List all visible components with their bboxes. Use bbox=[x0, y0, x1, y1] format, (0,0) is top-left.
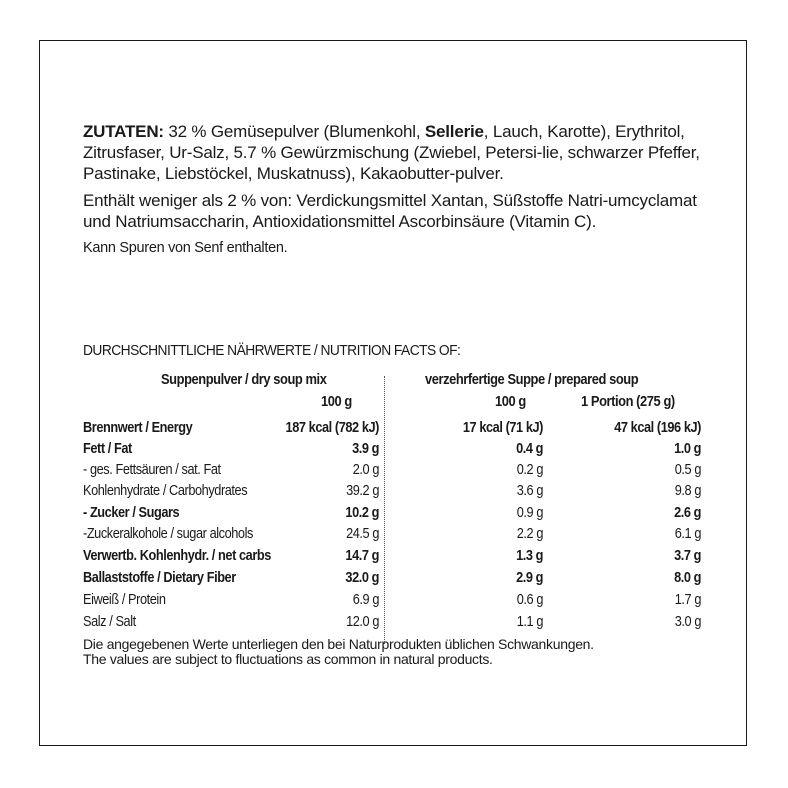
value-prepared-portion: 0.5 g bbox=[674, 461, 701, 478]
row-label: Fett / Fat bbox=[83, 440, 132, 457]
ingredients-text-1: 32 % Gemüsepulver (Blumenkohl, bbox=[163, 122, 425, 141]
value-dry: 14.7 g bbox=[345, 547, 379, 564]
table-row-salt bbox=[83, 611, 703, 632]
value-prepared-portion: 3.7 g bbox=[674, 547, 701, 564]
value-dry: 6.9 g bbox=[352, 591, 379, 608]
col1-header: Suppenpulver / dry soup mix bbox=[161, 371, 327, 388]
value-prepared-portion: 6.1 g bbox=[674, 525, 701, 542]
ingredients-text-2: , Lauch, Karotte), Erythritol, Zitrusfaser, Ur-Salz, 5.7 % Gewürzmischung (Zwiebel, Petersi-lie, schwarzer Pfeffer, Pastinake, Liebstöckel, Muskatnuss), Kakaobutter-pulver. bbox=[83, 122, 700, 183]
value-dry: 3.9 g bbox=[352, 440, 379, 457]
value-dry: 32.0 g bbox=[345, 569, 379, 586]
value-prepared-portion: 8.0 g bbox=[674, 569, 701, 586]
footnote-en: The values are subject to fluctuations as common in natural products. bbox=[83, 651, 493, 667]
value-dry: 39.2 g bbox=[346, 482, 379, 499]
row-label: Salz / Salt bbox=[83, 613, 136, 630]
nutrition-title: DURCHSCHNITTLICHE NÄHRWERTE / NUTRITION FACTS OF: bbox=[83, 342, 461, 359]
table-row-sugars bbox=[83, 502, 703, 523]
col2-subheader: 100 g bbox=[495, 393, 526, 410]
table-row-energy bbox=[83, 417, 703, 438]
table-row-sugar-alcohols bbox=[83, 523, 703, 544]
value-prepared-100g: 2.9 g bbox=[516, 569, 543, 586]
value-dry: 12.0 g bbox=[346, 613, 379, 630]
value-dry: 10.2 g bbox=[345, 504, 379, 521]
value-prepared-100g: 0.6 g bbox=[516, 591, 543, 608]
table-row-net-carbs bbox=[83, 545, 703, 566]
value-prepared-100g: 3.6 g bbox=[516, 482, 543, 499]
value-dry: 24.5 g bbox=[346, 525, 379, 542]
value-prepared-portion: 2.6 g bbox=[674, 504, 701, 521]
row-label: -Zuckeralkohole / sugar alcohols bbox=[83, 525, 253, 542]
value-prepared-100g: 1.1 g bbox=[516, 613, 543, 630]
footnote-de: Die angegebenen Werte unterliegen den bei Naturprodukten üblichen Schwankungen. bbox=[83, 636, 594, 652]
value-prepared-100g: 0.9 g bbox=[516, 504, 543, 521]
row-label: Ballaststoffe / Dietary Fiber bbox=[83, 569, 236, 586]
row-label: Eiweiß / Protein bbox=[83, 591, 166, 608]
row-label: Verwertb. Kohlenhydr. / net carbs bbox=[83, 547, 271, 564]
table-row-carbohydrates bbox=[83, 480, 703, 501]
value-prepared-100g: 1.3 g bbox=[516, 547, 543, 564]
row-label: - ges. Fettsäuren / sat. Fat bbox=[83, 461, 221, 478]
row-label: Kohlenhydrate / Carbohydrates bbox=[83, 482, 248, 499]
value-prepared-portion: 47 kcal (196 kJ) bbox=[614, 419, 701, 436]
ingredients-label: ZUTATEN: bbox=[83, 122, 164, 141]
value-dry: 187 kcal (782 kJ) bbox=[285, 419, 379, 436]
row-label: - Zucker / Sugars bbox=[83, 504, 180, 521]
value-prepared-portion: 1.7 g bbox=[674, 591, 701, 608]
ingredients-section bbox=[83, 121, 713, 259]
value-prepared-portion: 9.8 g bbox=[674, 482, 701, 499]
value-prepared-100g: 17 kcal (71 kJ) bbox=[462, 419, 543, 436]
value-prepared-100g: 2.2 g bbox=[516, 525, 543, 542]
table-row-fat bbox=[83, 438, 703, 459]
value-prepared-portion: 3.0 g bbox=[674, 613, 701, 630]
allergen-celery: Sellerie bbox=[424, 122, 484, 141]
value-prepared-100g: 0.4 g bbox=[516, 440, 543, 457]
row-label: Brennwert / Energy bbox=[83, 419, 193, 436]
value-prepared-100g: 0.2 g bbox=[516, 461, 543, 478]
table-row-saturated-fat bbox=[83, 459, 703, 480]
col2-header: verzehrfertige Suppe / prepared soup bbox=[425, 371, 639, 388]
footnote bbox=[83, 637, 594, 667]
col3-subheader: 1 Portion (275 g) bbox=[581, 393, 675, 410]
table-row-protein bbox=[83, 589, 703, 610]
ingredients-paragraph bbox=[83, 121, 713, 184]
additives-paragraph: Enthält weniger als 2 % von: Verdickungsmittel Xantan, Süßstoffe Natri-umcyclamat und Natriumsaccharin, Antioxidationsmittel Ascorbinsäure (Vitamin C). bbox=[83, 191, 697, 231]
value-dry: 2.0 g bbox=[352, 461, 379, 478]
trace-notice: Kann Spuren von Senf enthalten. bbox=[83, 240, 288, 256]
col1-subheader: 100 g bbox=[321, 393, 352, 410]
table-row-dietary-fiber bbox=[83, 567, 703, 588]
value-prepared-portion: 1.0 g bbox=[674, 440, 701, 457]
